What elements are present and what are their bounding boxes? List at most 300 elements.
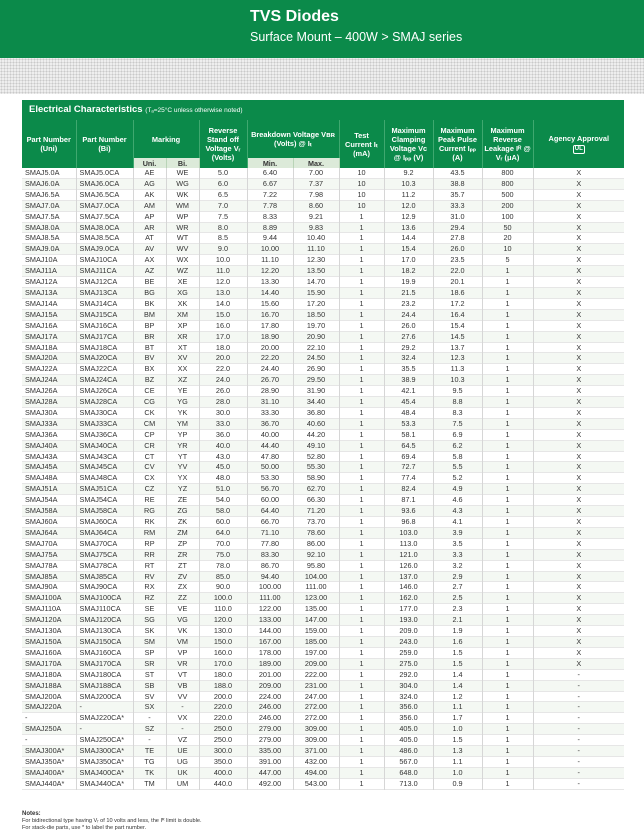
cell-clamping: 15.4	[384, 244, 433, 255]
cell-peak-pulse: 1.6	[433, 636, 482, 647]
cell-part-bi: SMAJ43CA	[76, 451, 133, 462]
cell-clamping: 82.4	[384, 484, 433, 495]
cell-peak-pulse: 0.9	[433, 778, 482, 789]
cell-bd-min: 111.00	[247, 593, 293, 604]
cell-part-uni: SMAJ14A	[22, 298, 76, 309]
cell-clamping: 53.3	[384, 418, 433, 429]
cell-part-uni: SMAJ78A	[22, 560, 76, 571]
cell-part-uni: SMAJ350A*	[22, 756, 76, 767]
cell-marking-uni: BE	[133, 277, 166, 288]
cell-peak-pulse: 6.9	[433, 429, 482, 440]
cell-marking-bi: VV	[166, 691, 199, 702]
cell-standoff: 100.0	[199, 593, 247, 604]
cell-leakage: 1	[482, 342, 533, 353]
cell-leakage: 1	[482, 713, 533, 724]
cell-clamping: 27.6	[384, 331, 433, 342]
cell-agency: X	[533, 407, 624, 418]
cell-part-bi: SMAJ17CA	[76, 331, 133, 342]
table-row	[22, 517, 624, 528]
cell-leakage: 1	[482, 593, 533, 604]
table-row	[22, 353, 624, 364]
cell-part-uni: SMAJ188A	[22, 680, 76, 691]
cell-agency: X	[533, 571, 624, 582]
col-header-peak-pulse: Maximum Peak Pulse Current Iₚₚ (A)	[433, 120, 482, 168]
cell-leakage: 1	[482, 615, 533, 626]
cell-bd-max: 135.00	[293, 604, 339, 615]
cell-bd-max: 36.80	[293, 407, 339, 418]
cell-bd-min: 18.90	[247, 331, 293, 342]
table-row	[22, 615, 624, 626]
cell-test-current: 1	[339, 353, 384, 364]
cell-clamping: 13.6	[384, 222, 433, 233]
cell-leakage: 1	[482, 658, 533, 669]
cell-bd-max: 159.00	[293, 626, 339, 637]
cell-part-bi: SMAJ8.0CA	[76, 222, 133, 233]
cell-part-bi: SMAJ400CA*	[76, 767, 133, 778]
cell-bd-min: 178.00	[247, 647, 293, 658]
table-row	[22, 244, 624, 255]
page-subtitle: Surface Mount – 400W > SMAJ series	[250, 30, 463, 44]
table-row	[22, 680, 624, 691]
cell-marking-bi: XX	[166, 364, 199, 375]
cell-agency: X	[533, 582, 624, 593]
cell-standoff: 30.0	[199, 407, 247, 418]
cell-bd-max: 17.20	[293, 298, 339, 309]
cell-part-uni: SMAJ60A	[22, 517, 76, 528]
cell-clamping: 405.0	[384, 735, 433, 746]
cell-part-uni: SMAJ6.0A	[22, 178, 76, 189]
cell-part-bi: SMAJ45CA	[76, 462, 133, 473]
cell-part-uni: SMAJ160A	[22, 647, 76, 658]
cell-bd-min: 209.00	[247, 680, 293, 691]
cell-peak-pulse: 2.1	[433, 615, 482, 626]
cell-part-bi: SMAJ64CA	[76, 527, 133, 538]
cell-marking-bi: ZP	[166, 538, 199, 549]
cell-standoff: 250.0	[199, 724, 247, 735]
cell-part-uni: SMAJ150A	[22, 636, 76, 647]
cell-leakage: 1	[482, 571, 533, 582]
cell-bd-max: 86.00	[293, 538, 339, 549]
header-banner	[0, 0, 644, 58]
cell-marking-bi: VB	[166, 680, 199, 691]
cell-bd-max: 78.60	[293, 527, 339, 538]
table-row	[22, 189, 624, 200]
table-row	[22, 375, 624, 386]
cell-peak-pulse: 1.5	[433, 735, 482, 746]
cell-marking-bi: ZV	[166, 571, 199, 582]
table-row	[22, 549, 624, 560]
cell-marking-uni: AT	[133, 233, 166, 244]
cell-part-bi: SMAJ100CA	[76, 593, 133, 604]
table-row	[22, 658, 624, 669]
cell-marking-uni: SG	[133, 615, 166, 626]
table-row	[22, 571, 624, 582]
cell-marking-bi: WG	[166, 178, 199, 189]
cell-bd-min: 246.00	[247, 702, 293, 713]
table-row	[22, 527, 624, 538]
cell-standoff: 40.0	[199, 440, 247, 451]
cell-standoff: 150.0	[199, 636, 247, 647]
cell-part-uni: SMAJ26A	[22, 386, 76, 397]
cell-agency: X	[533, 527, 624, 538]
cell-bd-max: 7.98	[293, 189, 339, 200]
cell-peak-pulse: 1.2	[433, 691, 482, 702]
cell-clamping: 292.0	[384, 669, 433, 680]
cell-peak-pulse: 2.3	[433, 604, 482, 615]
cell-bd-min: 13.30	[247, 277, 293, 288]
cell-clamping: 103.0	[384, 527, 433, 538]
cell-standoff: 180.0	[199, 669, 247, 680]
table-row	[22, 342, 624, 353]
cell-agency: X	[533, 255, 624, 266]
cell-standoff: 400.0	[199, 767, 247, 778]
cell-part-bi: SMAJ8.5CA	[76, 233, 133, 244]
cell-test-current: 1	[339, 462, 384, 473]
cell-marking-bi: UE	[166, 746, 199, 757]
cell-peak-pulse: 3.3	[433, 549, 482, 560]
cell-peak-pulse: 22.0	[433, 266, 482, 277]
cell-marking-bi: WM	[166, 200, 199, 211]
cell-marking-uni: CE	[133, 386, 166, 397]
cell-part-bi: SMAJ150CA	[76, 636, 133, 647]
col-header-bd-min: Min.	[247, 158, 293, 168]
cell-agency: -	[533, 735, 624, 746]
cell-clamping: 356.0	[384, 713, 433, 724]
cell-agency: X	[533, 549, 624, 560]
cell-bd-max: 123.00	[293, 593, 339, 604]
cell-leakage: 1	[482, 429, 533, 440]
cell-peak-pulse: 1.3	[433, 746, 482, 757]
cell-bd-max: 231.00	[293, 680, 339, 691]
table-row	[22, 484, 624, 495]
cell-part-uni: SMAJ28A	[22, 397, 76, 408]
cell-bd-min: 50.00	[247, 462, 293, 473]
cell-agency: X	[533, 244, 624, 255]
cell-marking-uni: SR	[133, 658, 166, 669]
cell-clamping: 275.0	[384, 658, 433, 669]
cell-leakage: 1	[482, 320, 533, 331]
cell-leakage: 1	[482, 636, 533, 647]
cell-clamping: 14.4	[384, 233, 433, 244]
cell-peak-pulse: 26.0	[433, 244, 482, 255]
cell-bd-max: 55.30	[293, 462, 339, 473]
cell-marking-uni: RR	[133, 549, 166, 560]
cell-marking-bi: WT	[166, 233, 199, 244]
cell-part-uni: SMAJ18A	[22, 342, 76, 353]
cell-peak-pulse: 11.3	[433, 364, 482, 375]
cell-bd-min: 7.22	[247, 189, 293, 200]
cell-peak-pulse: 15.4	[433, 320, 482, 331]
cell-bd-min: 36.70	[247, 418, 293, 429]
cell-marking-bi: VE	[166, 604, 199, 615]
cell-leakage: 1	[482, 418, 533, 429]
cell-leakage: 500	[482, 189, 533, 200]
cell-standoff: 188.0	[199, 680, 247, 691]
cell-agency: -	[533, 767, 624, 778]
cell-agency: X	[533, 331, 624, 342]
cell-bd-min: 44.40	[247, 440, 293, 451]
cell-part-uni: SMAJ36A	[22, 429, 76, 440]
cell-agency: X	[533, 277, 624, 288]
table-row	[22, 451, 624, 462]
cell-test-current: 10	[339, 168, 384, 178]
cell-bd-min: 33.30	[247, 407, 293, 418]
cell-clamping: 38.9	[384, 375, 433, 386]
cell-part-bi: -	[76, 702, 133, 713]
cell-peak-pulse: 3.9	[433, 527, 482, 538]
cell-part-uni: SMAJ7.5A	[22, 211, 76, 222]
cell-leakage: 1	[482, 440, 533, 451]
table-row	[22, 211, 624, 222]
col-header-clamping: Maximum Clamping Voltage Vᴄ @ Iₚₚ (V)	[384, 120, 433, 168]
cell-agency: X	[533, 517, 624, 528]
cell-bd-min: 77.80	[247, 538, 293, 549]
cell-part-uni: SMAJ58A	[22, 506, 76, 517]
cell-bd-max: 209.00	[293, 658, 339, 669]
cell-marking-uni: BR	[133, 331, 166, 342]
cell-test-current: 1	[339, 767, 384, 778]
cell-peak-pulse: 4.6	[433, 495, 482, 506]
cell-peak-pulse: 1.5	[433, 658, 482, 669]
cell-clamping: 137.0	[384, 571, 433, 582]
cell-part-uni: SMAJ400A*	[22, 767, 76, 778]
table-row	[22, 407, 624, 418]
cell-clamping: 58.1	[384, 429, 433, 440]
cell-marking-uni: AZ	[133, 266, 166, 277]
cell-test-current: 1	[339, 277, 384, 288]
cell-marking-uni: SE	[133, 604, 166, 615]
cell-marking-bi: WV	[166, 244, 199, 255]
cell-test-current: 1	[339, 440, 384, 451]
cell-clamping: 45.4	[384, 397, 433, 408]
cell-leakage: 1	[482, 266, 533, 277]
table-row	[22, 364, 624, 375]
cell-agency: X	[533, 397, 624, 408]
cell-marking-bi: ZM	[166, 527, 199, 538]
cell-test-current: 1	[339, 615, 384, 626]
cell-part-bi: SMAJ6.5CA	[76, 189, 133, 200]
cell-clamping: 9.2	[384, 168, 433, 178]
cell-marking-bi: YZ	[166, 484, 199, 495]
cell-peak-pulse: 7.5	[433, 418, 482, 429]
cell-standoff: 45.0	[199, 462, 247, 473]
cell-leakage: 1	[482, 669, 533, 680]
cell-marking-uni: TG	[133, 756, 166, 767]
cell-marking-uni: BP	[133, 320, 166, 331]
cell-marking-uni: CK	[133, 407, 166, 418]
cell-clamping: 96.8	[384, 517, 433, 528]
cell-marking-bi: ZK	[166, 517, 199, 528]
cell-part-bi: SMAJ350CA*	[76, 756, 133, 767]
cell-standoff: 14.0	[199, 298, 247, 309]
cell-part-uni: SMAJ54A	[22, 495, 76, 506]
cell-part-bi: SMAJ200CA	[76, 691, 133, 702]
cell-marking-uni: RZ	[133, 593, 166, 604]
cell-test-current: 1	[339, 233, 384, 244]
cell-marking-bi: XR	[166, 331, 199, 342]
cell-bd-max: 185.00	[293, 636, 339, 647]
cell-clamping: 26.0	[384, 320, 433, 331]
cell-marking-bi: YX	[166, 473, 199, 484]
cell-test-current: 1	[339, 342, 384, 353]
cell-test-current: 1	[339, 298, 384, 309]
cell-agency: X	[533, 604, 624, 615]
cell-marking-bi: WX	[166, 255, 199, 266]
ul-logo-icon: UL	[574, 146, 583, 152]
cell-test-current: 1	[339, 756, 384, 767]
cell-agency: X	[533, 233, 624, 244]
cell-part-uni: SMAJ70A	[22, 538, 76, 549]
cell-standoff: 6.0	[199, 178, 247, 189]
cell-bd-max: 44.20	[293, 429, 339, 440]
cell-leakage: 200	[482, 200, 533, 211]
cell-part-uni: SMAJ5.0A	[22, 168, 76, 178]
col-header-marking-bi: Bi.	[166, 158, 199, 168]
cell-clamping: 146.0	[384, 582, 433, 593]
cell-peak-pulse: 6.2	[433, 440, 482, 451]
cell-bd-min: 167.00	[247, 636, 293, 647]
cell-bd-max: 58.90	[293, 473, 339, 484]
cell-clamping: 162.0	[384, 593, 433, 604]
cell-bd-min: 60.00	[247, 495, 293, 506]
cell-agency: -	[533, 702, 624, 713]
cell-clamping: 259.0	[384, 647, 433, 658]
cell-part-uni: SMAJ200A	[22, 691, 76, 702]
cell-bd-max: 20.90	[293, 331, 339, 342]
cell-bd-max: 34.40	[293, 397, 339, 408]
cell-test-current: 1	[339, 320, 384, 331]
cell-standoff: 9.0	[199, 244, 247, 255]
cell-standoff: 110.0	[199, 604, 247, 615]
cell-peak-pulse: 1.0	[433, 724, 482, 735]
cell-agency: -	[533, 713, 624, 724]
cell-test-current: 1	[339, 778, 384, 789]
cell-bd-max: 31.90	[293, 386, 339, 397]
cell-agency: X	[533, 222, 624, 233]
cell-standoff: 26.0	[199, 386, 247, 397]
cell-leakage: 1	[482, 386, 533, 397]
cell-agency: X	[533, 320, 624, 331]
cell-marking-uni: TM	[133, 778, 166, 789]
cell-marking-uni: AK	[133, 189, 166, 200]
cell-marking-bi: ZX	[166, 582, 199, 593]
notes	[22, 811, 624, 832]
cell-part-bi: SMAJ30CA	[76, 407, 133, 418]
cell-bd-min: 11.10	[247, 255, 293, 266]
cell-standoff: 70.0	[199, 538, 247, 549]
col-header-breakdown: Breakdown Voltage Vʙʀ (Volts) @ Iₜ	[247, 120, 339, 158]
cell-standoff: 7.5	[199, 211, 247, 222]
cell-part-uni: SMAJ85A	[22, 571, 76, 582]
cell-agency: X	[533, 178, 624, 189]
cell-agency: X	[533, 484, 624, 495]
cell-bd-max: 272.00	[293, 702, 339, 713]
table-row	[22, 200, 624, 211]
cell-marking-bi: YG	[166, 397, 199, 408]
cell-leakage: 1	[482, 527, 533, 538]
table-row	[22, 506, 624, 517]
col-header-bd-max: Max.	[293, 158, 339, 168]
cell-clamping: 42.1	[384, 386, 433, 397]
cell-bd-min: 15.60	[247, 298, 293, 309]
cell-peak-pulse: 4.3	[433, 506, 482, 517]
cell-test-current: 1	[339, 517, 384, 528]
cell-agency: X	[533, 418, 624, 429]
cell-clamping: 243.0	[384, 636, 433, 647]
cell-marking-bi: YP	[166, 429, 199, 440]
cell-clamping: 29.2	[384, 342, 433, 353]
cell-marking-uni: SV	[133, 691, 166, 702]
cell-peak-pulse: 27.8	[433, 233, 482, 244]
cell-marking-uni: BK	[133, 298, 166, 309]
cell-clamping: 324.0	[384, 691, 433, 702]
cell-clamping: 35.5	[384, 364, 433, 375]
cell-bd-max: 10.40	[293, 233, 339, 244]
cell-clamping: 23.2	[384, 298, 433, 309]
cell-standoff: 58.0	[199, 506, 247, 517]
cell-part-bi: SMAJ160CA	[76, 647, 133, 658]
cell-marking-uni: RM	[133, 527, 166, 538]
cell-marking-bi: VT	[166, 669, 199, 680]
cell-clamping: 64.5	[384, 440, 433, 451]
table-row	[22, 309, 624, 320]
cell-part-bi: SMAJ51CA	[76, 484, 133, 495]
cell-part-bi: SMAJ70CA	[76, 538, 133, 549]
cell-marking-uni: AE	[133, 168, 166, 178]
cell-test-current: 1	[339, 604, 384, 615]
cell-standoff: 300.0	[199, 746, 247, 757]
cell-marking-uni: -	[133, 735, 166, 746]
cell-part-uni: SMAJ250A	[22, 724, 76, 735]
cell-bd-min: 201.00	[247, 669, 293, 680]
cell-part-uni: SMAJ440A*	[22, 778, 76, 789]
cell-marking-uni: AP	[133, 211, 166, 222]
cell-standoff: 20.0	[199, 353, 247, 364]
cell-agency: X	[533, 658, 624, 669]
cell-leakage: 1	[482, 353, 533, 364]
cell-marking-uni: CM	[133, 418, 166, 429]
cell-marking-uni: BM	[133, 309, 166, 320]
cell-clamping: 24.4	[384, 309, 433, 320]
cell-part-uni: SMAJ16A	[22, 320, 76, 331]
cell-bd-max: 14.70	[293, 277, 339, 288]
cell-bd-min: 16.70	[247, 309, 293, 320]
cell-test-current: 1	[339, 680, 384, 691]
cell-bd-min: 9.44	[247, 233, 293, 244]
cell-peak-pulse: 5.2	[433, 473, 482, 484]
section-title	[22, 100, 624, 120]
cell-marking-uni: CR	[133, 440, 166, 451]
cell-bd-min: 24.40	[247, 364, 293, 375]
cell-bd-min: 6.40	[247, 168, 293, 178]
cell-marking-bi: ZR	[166, 549, 199, 560]
cell-clamping: 21.5	[384, 287, 433, 298]
section-title-text: Electrical Characteristics	[29, 104, 143, 115]
cell-agency: X	[533, 615, 624, 626]
cell-part-bi: SMAJ20CA	[76, 353, 133, 364]
cell-marking-uni: BZ	[133, 375, 166, 386]
cell-bd-max: 8.60	[293, 200, 339, 211]
cell-part-bi: SMAJ60CA	[76, 517, 133, 528]
cell-leakage: 1	[482, 298, 533, 309]
cell-test-current: 1	[339, 647, 384, 658]
cell-bd-max: 15.90	[293, 287, 339, 298]
cell-part-bi: SMAJ40CA	[76, 440, 133, 451]
cell-peak-pulse: 5.8	[433, 451, 482, 462]
cell-bd-min: 40.00	[247, 429, 293, 440]
cell-test-current: 1	[339, 364, 384, 375]
cell-test-current: 1	[339, 571, 384, 582]
